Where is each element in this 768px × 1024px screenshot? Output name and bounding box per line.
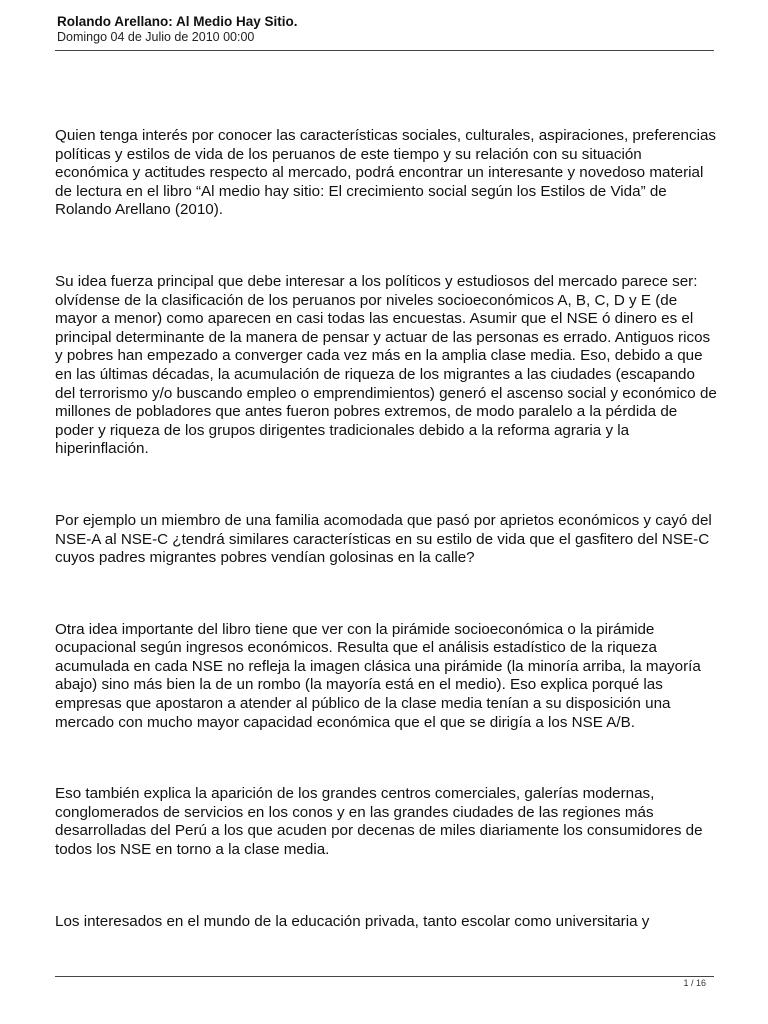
header-divider bbox=[55, 50, 714, 51]
paragraph-6: Los interesados en el mundo de la educación privada, tanto escolar como universitaria y bbox=[55, 912, 650, 930]
paragraph-4: Otra idea importante del libro tiene que ver con la pirámide socioeconómica o la pirámide ocupacional según ingresos económicos. Resulta que el análisis estadístico de la riqueza acumulada en cada NSE no refleja la imagen clásica una pirámide (la minoría arriba, la mayoría abajo) sino más bien la de un rombo (la mayoría está en el medio). Eso explica porqué las empresas que apostaron a atender al público de la clase media tenían a su disposición una mercado con mucho mayor capacidad económica que el que se dirigía a los NSE A/B. bbox=[55, 620, 701, 731]
article-date: Domingo 04 de Julio de 2010 00:00 bbox=[57, 30, 255, 44]
article-title: Rolando Arellano: Al Medio Hay Sitio. bbox=[57, 14, 298, 29]
article-body bbox=[55, 127, 717, 931]
paragraph-3: Por ejemplo un miembro de una familia acomodada que pasó por aprietos económicos y cayó del NSE-A al NSE-C ¿tendrá similares características en su estilo de vida que el gasfitero del NSE-C cuyos padres migrantes pobres vendían golosinas en la calle? bbox=[55, 511, 712, 567]
footer-divider bbox=[55, 976, 714, 977]
document-header bbox=[57, 13, 713, 45]
paragraph-2: Su idea fuerza principal que debe interesar a los políticos y estudiosos del mercado parece ser: olvídense de la clasificación de los peruanos por niveles socioeconómicos A, B, C, D y E (de mayor a menor) como aparecen en casi todas las encuestas. Asumir que el NSE ó dinero es el principal determinante de la manera de pensar y actuar de las personas es errado. Antiguos ricos y pobres han empezado a converger cada vez más en la amplia clase media. Eso, debido a que en las últimas décadas, la acumulación de riqueza de los migrantes a las ciudades (escapando del terrorismo y/o buscando empleo o emprendimientos) generó el ascenso social y económico de millones de pobladores que antes fueron pobres extremos, de modo paralelo a la pérdida de poder y riqueza de los grupos dirigentes tradicionales debido a la reforma agraria y la hiperinflación. bbox=[55, 272, 717, 458]
paragraph-1: Quien tenga interés por conocer las características sociales, culturales, aspiraciones, preferencias políticas y estilos de vida de los peruanos de este tiempo y su relación con su situación económica y actitudes respecto al mercado, podrá encontrar un interesante y novedoso material de lectura en el libro “Al medio hay sitio: El crecimiento social según los Estilos de Vida” de Rolando Arellano (2010). bbox=[55, 127, 716, 219]
paragraph-5: Eso también explica la aparición de los grandes centros comerciales, galerías modernas, conglomerados de servicios en los conos y en las grandes ciudades de las regiones más desarrolladas del Perú a los que acuden por decenas de miles diariamente los consumidores de todos los NSE en torno a la clase media. bbox=[55, 785, 703, 859]
page-number: 1 / 16 bbox=[683, 978, 706, 988]
